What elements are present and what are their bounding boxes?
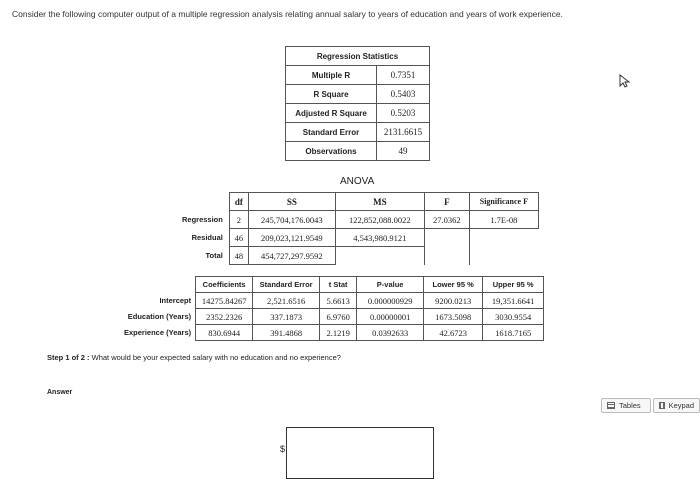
- coef-cell: 14275.84267: [196, 293, 253, 309]
- stat-value: 0.5403: [377, 85, 430, 104]
- tables-button-label: Tables: [619, 401, 641, 410]
- anova-cell-empty: [424, 247, 469, 265]
- coef-header: Lower 95 %: [424, 277, 483, 293]
- anova-cell-empty: [335, 247, 424, 265]
- coef-cell: 830.6944: [196, 325, 253, 341]
- anova-header-f: F: [424, 193, 469, 211]
- anova-corner: [178, 193, 229, 211]
- coef-header: Coefficients: [196, 277, 253, 293]
- tables-button[interactable]: [601, 398, 651, 413]
- anova-cell-empty: [424, 229, 469, 247]
- step-label: Step 1 of 2 :: [47, 353, 90, 362]
- keypad-button-label: Keypad: [668, 401, 694, 410]
- anova-table: [178, 192, 539, 265]
- answer-label: Answer: [47, 389, 73, 396]
- stat-value: 0.7351: [377, 66, 430, 85]
- coef-cell: 19,351.6641: [483, 293, 544, 309]
- coef-cell: 9200.0213: [424, 293, 483, 309]
- anova-row-label: Regression: [182, 215, 223, 224]
- question-text: Consider the following computer output of a multiple regression analysis relating annual salary to years of education and years of work experience.: [12, 9, 563, 19]
- anova-cell: 122,852,088.0022: [335, 211, 424, 229]
- stat-label: Standard Error: [286, 123, 377, 142]
- table-icon: [607, 402, 615, 409]
- anova-cell: 245,704,176.0043: [248, 211, 335, 229]
- coef-header: Standard Error: [253, 277, 320, 293]
- coef-cell: 3030.9554: [483, 309, 544, 325]
- coef-row-label: Experience (Years): [124, 328, 192, 337]
- coef-corner: [120, 277, 196, 293]
- coef-cell: 2,521.6516: [253, 293, 320, 309]
- answer-prefix: $: [280, 444, 286, 454]
- coef-cell: 391.4868: [253, 325, 320, 341]
- coef-row-label: Intercept: [159, 296, 192, 305]
- answer-input[interactable]: [286, 427, 434, 479]
- coef-cell: 5.6613: [320, 293, 357, 309]
- anova-cell: 209,023,121.9549: [248, 229, 335, 247]
- anova-cell: 27.0362: [424, 211, 469, 229]
- keypad-icon: [659, 402, 665, 409]
- anova-cell: 48: [229, 247, 248, 265]
- coef-cell: 42.6723: [424, 325, 483, 341]
- coefficients-table: [120, 276, 544, 341]
- coef-header: Upper 95 %: [483, 277, 544, 293]
- anova-cell: 46: [229, 229, 248, 247]
- anova-cell: 4,543,980.9121: [335, 229, 424, 247]
- anova-header-df: df: [229, 193, 248, 211]
- stat-label: Multiple R: [286, 66, 377, 85]
- stat-label: R Square: [286, 85, 377, 104]
- anova-cell: 2: [229, 211, 248, 229]
- step-question: [47, 353, 341, 362]
- coef-cell: 0.00000001: [357, 309, 424, 325]
- coef-cell: 6.9760: [320, 309, 357, 325]
- coef-row-label: Education (Years): [127, 312, 192, 321]
- stat-value: 49: [377, 142, 430, 161]
- cursor-arrow-icon: [617, 74, 631, 88]
- coef-cell: 1618.7165: [483, 325, 544, 341]
- coef-cell: 2.1219: [320, 325, 357, 341]
- anova-row-label: Total: [205, 251, 223, 260]
- anova-cell: 1.7E-08: [469, 211, 538, 229]
- anova-cell-empty: [469, 229, 538, 247]
- coef-cell: 0.0392633: [357, 325, 424, 341]
- stat-value: 2131.6615: [377, 123, 430, 142]
- stat-label: Observations: [286, 142, 377, 161]
- anova-header-ms: MS: [335, 193, 424, 211]
- anova-cell: 454,727,297.9592: [248, 247, 335, 265]
- anova-cell-empty: [469, 247, 538, 265]
- stat-label: Adjusted R Square: [286, 104, 377, 123]
- regression-statistics-title: Regression Statistics: [286, 47, 430, 66]
- coef-cell: 2352.2326: [196, 309, 253, 325]
- anova-title: ANOVA: [340, 176, 375, 187]
- coef-cell: 0.000000929: [357, 293, 424, 309]
- coef-header: P-value: [357, 277, 424, 293]
- keypad-button[interactable]: [653, 398, 700, 413]
- coef-cell: 337.1873: [253, 309, 320, 325]
- regression-statistics-table: [285, 46, 430, 161]
- step-text: What would be your expected salary with no education and no experience?: [91, 353, 341, 362]
- anova-row-label: Residual: [191, 233, 223, 242]
- anova-header-ss: SS: [248, 193, 335, 211]
- coef-header: t Stat: [320, 277, 357, 293]
- anova-header-sig: Significance F: [469, 193, 538, 211]
- stat-value: 0.5203: [377, 104, 430, 123]
- coef-cell: 1673.5098: [424, 309, 483, 325]
